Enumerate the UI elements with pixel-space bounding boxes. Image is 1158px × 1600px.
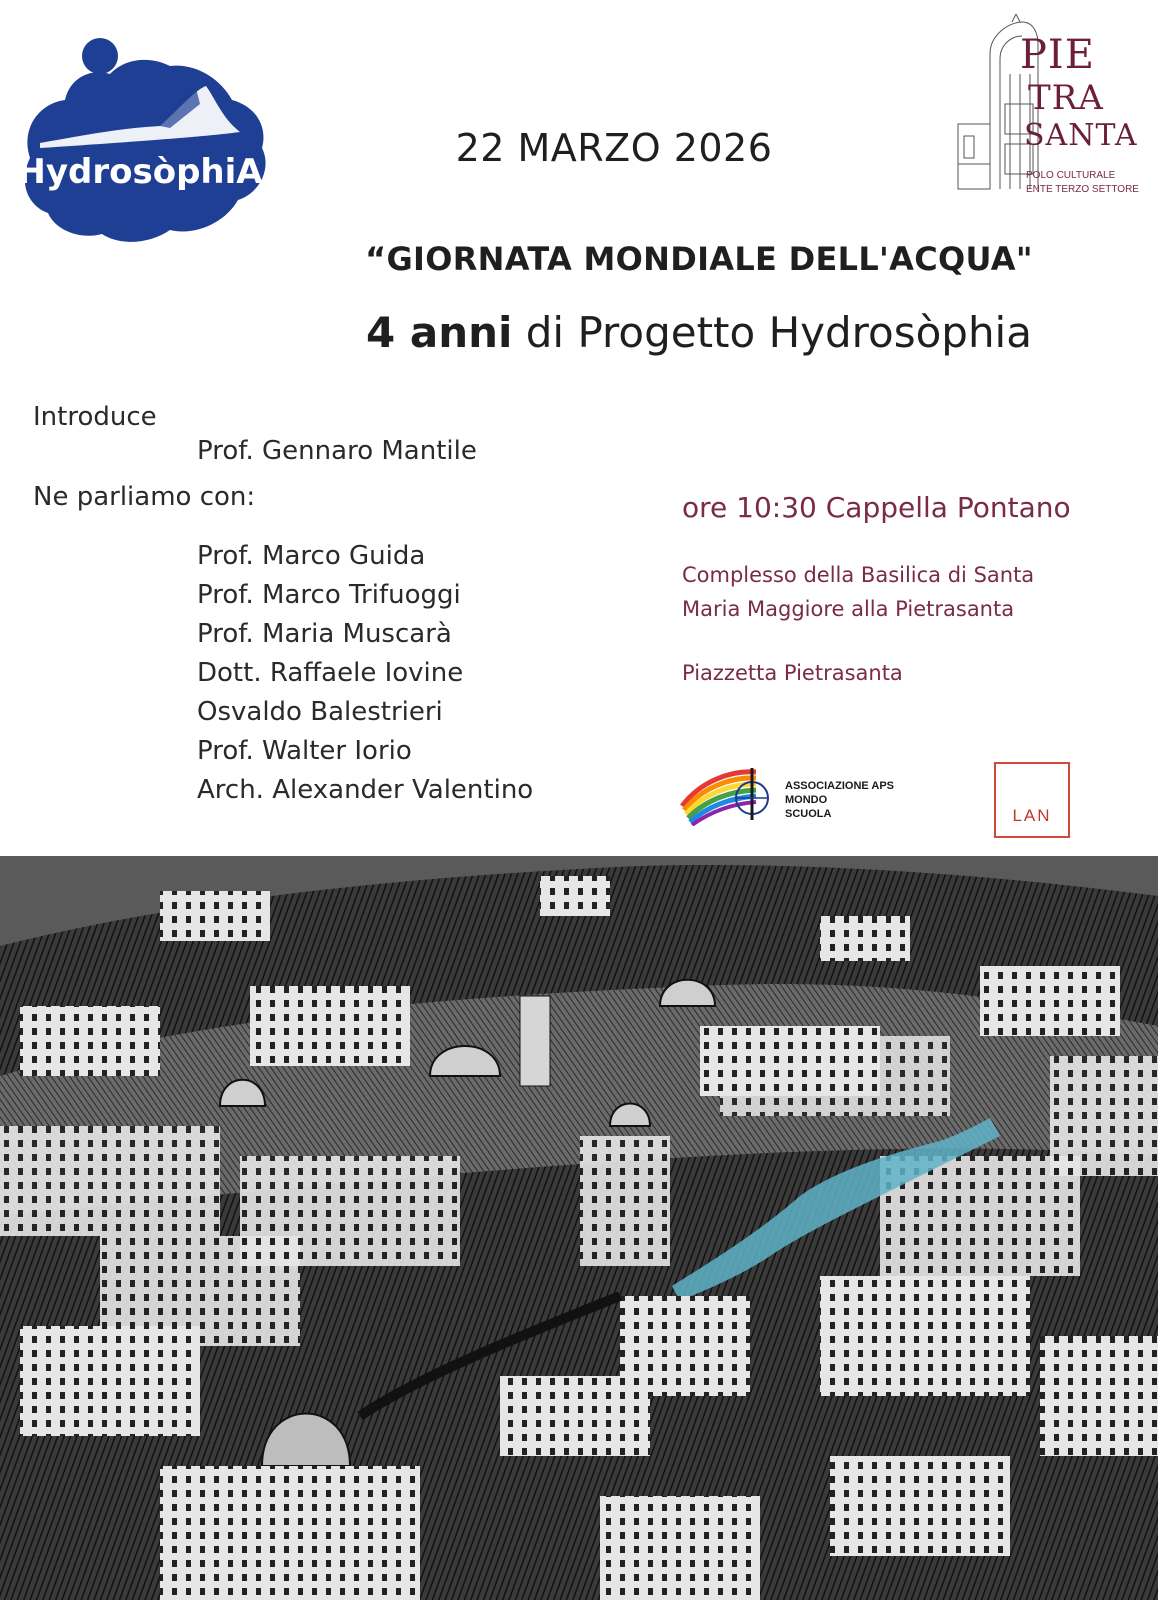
venue-complex-line-2: Maria Maggiore alla Pietrasanta (682, 597, 1015, 621)
subhead-count: 4 anni (366, 308, 513, 357)
aps-text-1: ASSOCIAZIONE APS (785, 780, 894, 792)
subhead-rest: di Progetto Hydrosòphia (512, 308, 1032, 357)
pietrasanta-logo (950, 14, 1139, 202)
pietrasanta-word-1: PIE (1020, 32, 1095, 78)
panel-speaker: Prof. Marco Guida (197, 541, 426, 571)
pietrasanta-word-3: SANTA (1024, 118, 1138, 153)
intro-speaker: Prof. Gennaro Mantile (197, 436, 477, 466)
panel-speaker: Prof. Maria Muscarà (197, 619, 452, 649)
event-date: 22 MARZO 2026 (455, 126, 773, 170)
aps-text-2: MONDO (785, 794, 828, 806)
aps-text-3: SCUOLA (785, 808, 832, 820)
hydrosophia-wordmark: HydrosòphiA (17, 152, 263, 192)
pietrasanta-word-2: TRA (1028, 78, 1104, 118)
aps-mondo-scuola-logo (680, 762, 920, 826)
event-headline: “GIORNATA MONDIALE DELL'ACQUA" (365, 240, 1033, 278)
lan-wordmark: LAN (1012, 806, 1052, 825)
panel-speaker: Dott. Raffaele Iovine (197, 658, 464, 688)
venue-time-place: ore 10:30 Cappella Pontano (682, 491, 1071, 524)
pietrasanta-sub-2: ENTE TERZO SETTORE (1026, 184, 1139, 195)
venue-complex-line-1: Complesso della Basilica di Santa (682, 563, 1035, 587)
panel-speaker: Prof. Marco Trifuoggi (197, 580, 461, 610)
lan-logo (994, 762, 1070, 838)
venue-square: Piazzetta Pietrasanta (682, 661, 903, 685)
panel-label: Ne parliamo con: (33, 482, 256, 512)
panel-speaker: Arch. Alexander Valentino (197, 775, 534, 805)
city-engraving-image (0, 856, 1158, 1600)
event-subhead (240, 308, 1158, 357)
pietrasanta-sub-1: POLO CULTURALE (1026, 170, 1116, 181)
panel-speaker: Prof. Walter Iorio (197, 736, 412, 766)
intro-label: Introduce (33, 402, 157, 432)
rainbow-globe-icon (680, 762, 780, 826)
panel-speaker: Osvaldo Balestrieri (197, 697, 443, 727)
